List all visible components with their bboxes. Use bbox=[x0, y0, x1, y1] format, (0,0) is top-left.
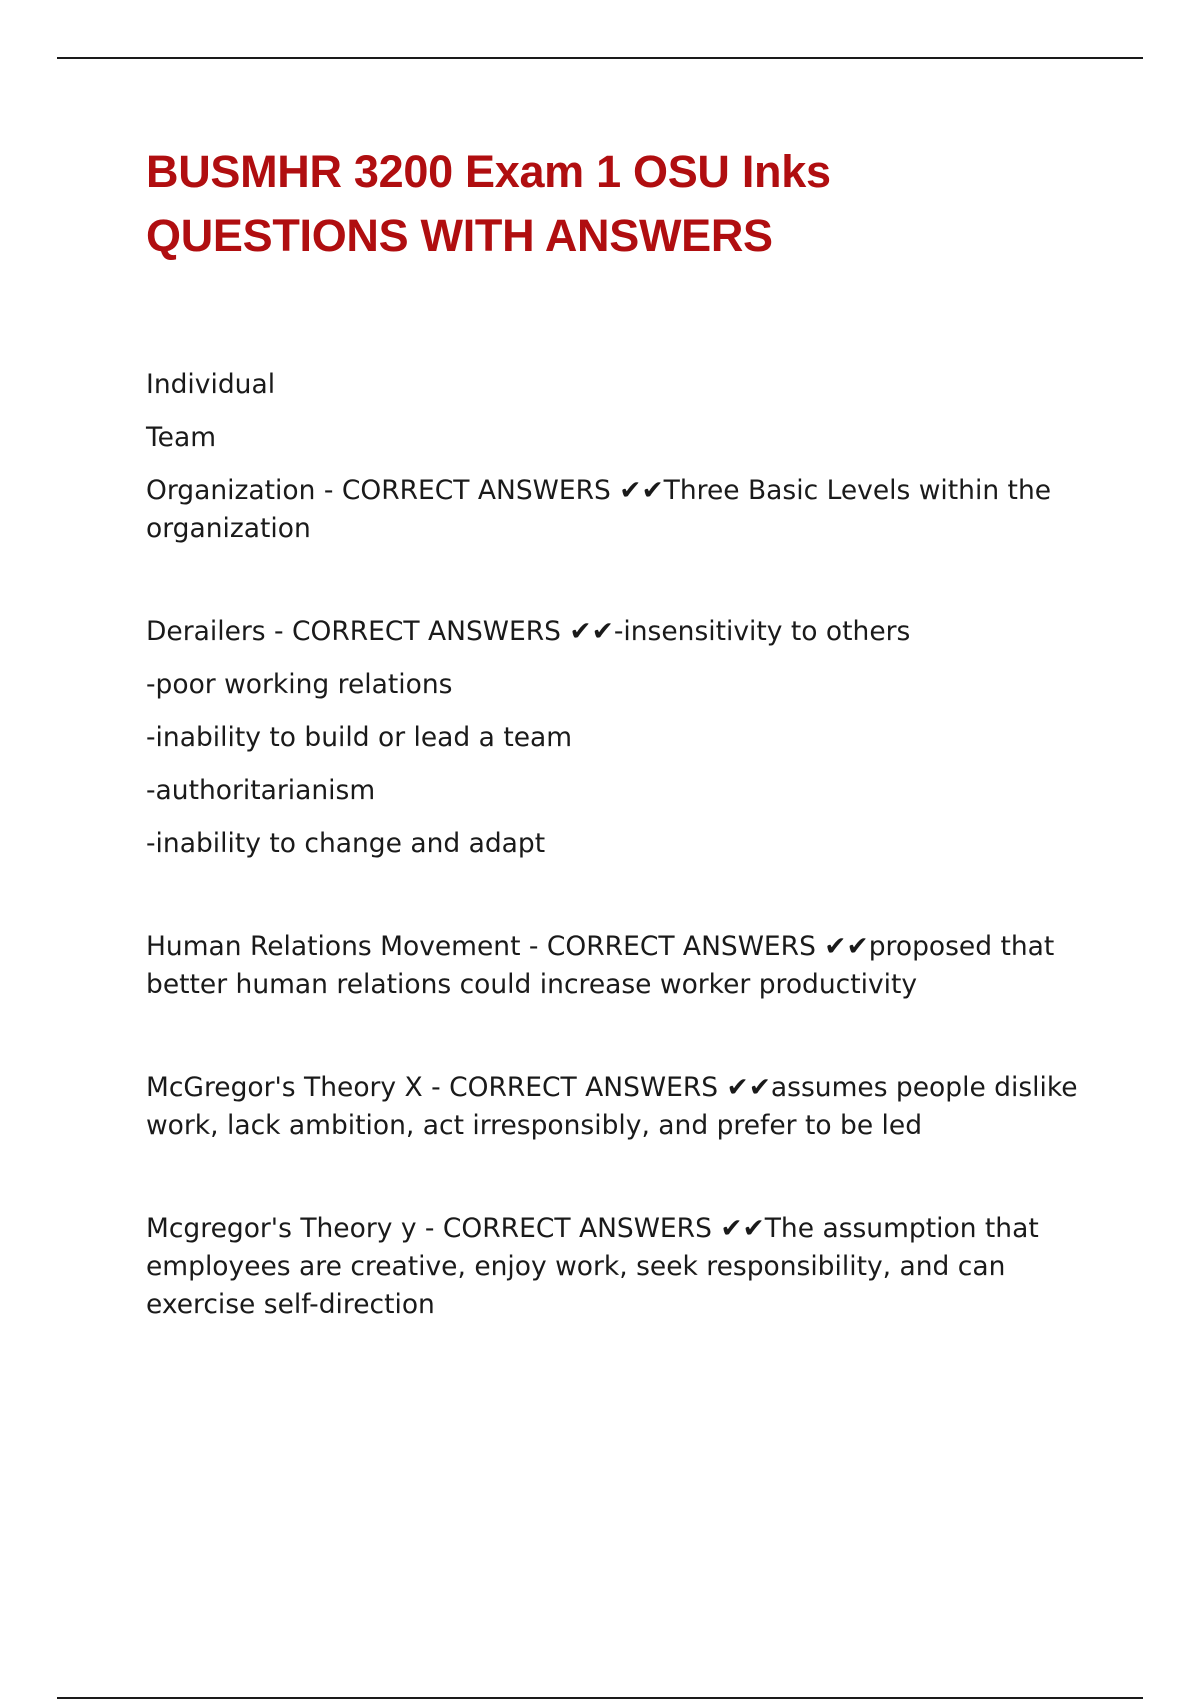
title-line-1: BUSMHR 3200 Exam 1 OSU Inks bbox=[146, 146, 831, 197]
bottom-rule bbox=[57, 1697, 1143, 1699]
qa-entry-derailers bbox=[146, 613, 1096, 863]
qa-line: -inability to change and adapt bbox=[146, 828, 546, 859]
top-rule bbox=[57, 57, 1143, 59]
qa-line: Team bbox=[146, 422, 217, 453]
document-body bbox=[146, 140, 1096, 1389]
qa-answer: Human Relations Movement - CORRECT ANSWERS ✔✔proposed that better human relations could increase worker productivity bbox=[146, 931, 1055, 1000]
qa-list bbox=[146, 366, 1096, 1324]
qa-line: Derailers - CORRECT ANSWERS ✔✔-insensitivity to others bbox=[146, 616, 911, 647]
qa-answer: Mcgregor's Theory y - CORRECT ANSWERS ✔✔The assumption that employees are creative, enjoy work, seek responsibility, and can exercise self-direction bbox=[146, 1213, 1039, 1320]
qa-entry-theory-x bbox=[146, 1069, 1096, 1145]
qa-line: Individual bbox=[146, 369, 276, 400]
qa-entry-levels bbox=[146, 366, 1096, 548]
qa-answer: McGregor's Theory X - CORRECT ANSWERS ✔✔assumes people dislike work, lack ambition, act irresponsibly, and prefer to be led bbox=[146, 1072, 1078, 1141]
page-title bbox=[146, 140, 1096, 268]
qa-entry-theory-y bbox=[146, 1210, 1096, 1324]
qa-line: -authoritarianism bbox=[146, 775, 376, 806]
qa-answer: Organization - CORRECT ANSWERS ✔✔Three Basic Levels within the organization bbox=[146, 475, 1052, 544]
title-line-2: QUESTIONS WITH ANSWERS bbox=[146, 210, 773, 261]
qa-line: -inability to build or lead a team bbox=[146, 722, 573, 753]
qa-line: -poor working relations bbox=[146, 669, 453, 700]
qa-entry-human-relations bbox=[146, 928, 1096, 1004]
